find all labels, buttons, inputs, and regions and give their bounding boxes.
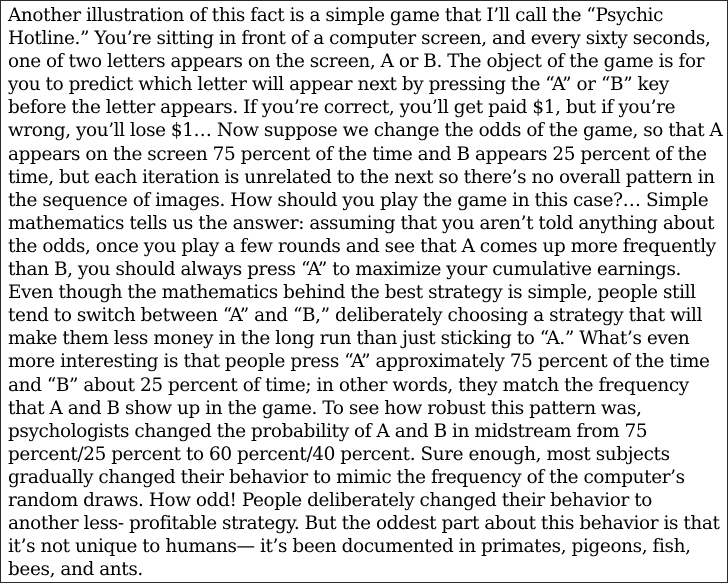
- passage-line: that A and B show up in the game. To see how robust this pattern was,: [8, 397, 642, 419]
- passage-line: more interesting is that people press “A” approximately 75 percent of the time: [8, 351, 710, 373]
- passage-line: it’s not unique to humans— it’s been documented in primates, pigeons, fish,: [8, 536, 691, 558]
- passage-line: and “B” about 25 percent of time; in other words, they match the frequency: [8, 374, 689, 396]
- passage-line: another less- profitable strategy. But the oddest part about this behavior is that: [8, 513, 720, 535]
- passage-line: the odds, once you play a few rounds and see that A comes up more frequently: [8, 235, 716, 257]
- passage-text: [8, 4, 724, 581]
- passage-line: the sequence of images. How should you play the game in this case?… Simple: [8, 189, 709, 211]
- passage-line: Hotline.” You’re sitting in front of a computer screen, and every sixty seconds,: [8, 28, 711, 50]
- passage-line: make them less money in the long run than just sticking to “A.” What’s even: [8, 328, 690, 350]
- passage-line: Even though the mathematics behind the best strategy is simple, people still: [8, 282, 696, 304]
- passage-line: wrong, you’ll lose $1… Now suppose we change the odds of the game, so that A: [8, 120, 723, 142]
- passage-line: you to predict which letter will appear next by pressing the “A” or “B” key: [8, 74, 669, 96]
- passage-line: mathematics tells us the answer: assuming that you aren’t told anything about: [8, 212, 715, 234]
- passage-line: percent/25 percent to 60 percent/40 percent. Sure enough, most subjects: [8, 443, 670, 465]
- passage-line: appears on the screen 75 percent of the time and B appears 25 percent of the: [8, 143, 707, 165]
- passage-line: before the letter appears. If you’re correct, you’ll get paid $1, but if you’re: [8, 97, 676, 119]
- passage-line: random draws. How odd! People deliberately changed their behavior to: [8, 489, 652, 511]
- passage-line: psychologists changed the probability of A and B in midstream from 75: [8, 420, 648, 442]
- passage-line: one of two letters appears on the screen, A or B. The object of the game is for: [8, 51, 705, 73]
- passage-line: time, but each iteration is unrelated to the next so there’s no overall pattern in: [8, 166, 715, 188]
- passage-line: bees, and ants.: [8, 559, 143, 581]
- passage-line: than B, you should always press “A” to maximize your cumulative earnings.: [8, 259, 682, 281]
- passage-line: gradually changed their behavior to mimic the frequency of the computer’s: [8, 466, 685, 488]
- passage-line: tend to switch between “A” and “B,” deliberately choosing a strategy that will: [8, 305, 703, 327]
- passage-line: Another illustration of this fact is a simple game that I’ll call the “Psychic: [8, 5, 664, 26]
